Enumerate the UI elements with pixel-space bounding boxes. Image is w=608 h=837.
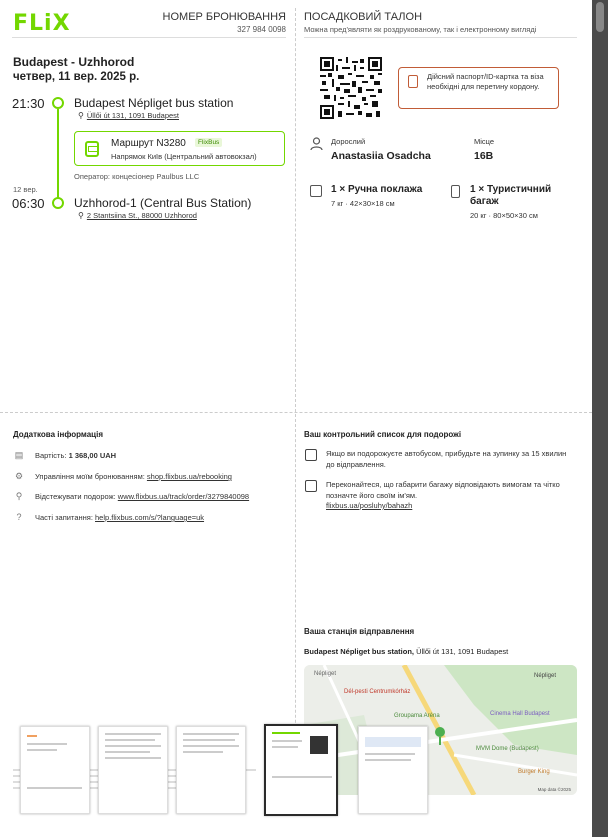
- boarding-pass-title: ПОСАДКОВИЙ ТАЛОН: [304, 11, 423, 23]
- manage-booking-row: ⚙ Управління моїм бронюванням: shop.flixbus.ua/rebooking: [14, 471, 232, 481]
- horizontal-divider: [0, 412, 592, 413]
- map-label: Népliget: [534, 673, 557, 679]
- flix-logo: FLiX: [13, 11, 71, 36]
- document-requirement-note: [398, 67, 559, 109]
- scrollbar[interactable]: [592, 0, 608, 837]
- location-pin-icon: ⚲: [78, 111, 84, 120]
- departure-station-title: Ваша станція відправлення: [304, 627, 415, 636]
- seat-label: Місце: [474, 137, 495, 146]
- departure-station-line: Budapest Népliget bus station, Üllői út 131, 1091 Budapest: [304, 647, 509, 656]
- arrival-address[interactable]: ⚲ 2 Stantsiina St., 88000 Uzhhorod: [78, 211, 197, 220]
- suitcase-icon: [451, 185, 460, 198]
- timeline-line: [57, 109, 59, 198]
- track-trip-row: ⚲ Відстежувати подорож: www.flixbus.ua/track/order/3279840098: [13, 491, 249, 502]
- settings-icon: ⚙: [14, 471, 24, 481]
- hand-luggage-icon: [310, 185, 322, 197]
- passenger-type: Дорослий: [331, 137, 366, 146]
- departure-time: 21:30: [12, 96, 45, 111]
- checklist-checkbox-2[interactable]: [305, 480, 317, 492]
- vertical-divider: [295, 8, 296, 808]
- faq-link[interactable]: help.flixbus.com/s/?language=uk: [95, 513, 205, 522]
- map-attribution: Map data ©2025: [537, 787, 571, 792]
- person-icon: [310, 137, 323, 151]
- additional-info-title: Додаткова інформація: [13, 430, 103, 439]
- map-label: Burger King: [518, 769, 550, 775]
- hand-luggage-title: 1 × Ручна поклажа: [331, 184, 423, 195]
- page-thumbnail-2[interactable]: [98, 726, 168, 814]
- route-title: Budapest - Uzhhorod: [13, 55, 135, 69]
- qr-code: [320, 57, 382, 119]
- departure-station: Budapest Népliget bus station: [74, 96, 234, 110]
- seat-number: 16B: [474, 150, 494, 162]
- header-rule-left: [12, 37, 286, 38]
- bus-icon: [85, 141, 99, 157]
- location-pin-icon: ⚲: [15, 491, 23, 501]
- map-canvas: [304, 665, 577, 795]
- flixbus-badge: FlixBus: [195, 138, 222, 147]
- track-trip-link[interactable]: www.flixbus.ua/track/order/3279840098: [117, 492, 250, 501]
- boarding-pass-subtitle: Можна пред'являти як роздрукованому, так і електронному вигляді: [304, 25, 537, 34]
- page-thumbnail-1[interactable]: [20, 726, 90, 814]
- departure-address[interactable]: ⚲ Üllői út 131, 1091 Budapest: [78, 111, 180, 120]
- scrollbar-thumb[interactable]: [596, 2, 604, 32]
- departure-dot: [52, 97, 64, 109]
- map-label: Groupama Aréna: [394, 713, 440, 719]
- checklist-checkbox-1[interactable]: [305, 449, 317, 461]
- hand-luggage-dims: 7 кг · 42×30×18 см: [331, 199, 395, 208]
- baggage-link[interactable]: flixbus.ua/posluhy/bahazh: [326, 501, 413, 510]
- route-name: Маршрут N3280: [111, 138, 186, 149]
- map-label: MVM Dome (Budapest): [476, 746, 539, 752]
- checklist-title: Ваш контрольний список для подорожі: [304, 430, 462, 439]
- document-note-text: Дійсний паспорт/ID-картка та віза необхідні для перетину кордону.: [427, 72, 544, 91]
- checked-bag-title: 1 × Туристичний багаж: [470, 184, 552, 207]
- route-direction: Напрямок Київ (Центральний автовокзал): [111, 152, 257, 161]
- checklist-item-1: Якщо ви подорожуєте автобусом, прибудьте на зупинку за 15 хвилин до відправлення.: [326, 449, 567, 469]
- station-map[interactable]: [304, 665, 577, 795]
- receipt-icon: ▤: [14, 450, 24, 460]
- location-pin-icon: ⚲: [78, 211, 84, 220]
- operator: Оператор: концесіонер Paulbus LLC: [74, 172, 200, 181]
- arrival-dot: [52, 197, 64, 209]
- map-label: Cinema Hall Budapest: [490, 711, 550, 717]
- price-row: ▤ Вартість: 1 368,00 UAH: [14, 450, 117, 460]
- page-thumbnail-3[interactable]: [176, 726, 246, 814]
- booking-number: 327 984 0098: [237, 25, 286, 34]
- manage-booking-link[interactable]: shop.flixbus.ua/rebooking: [146, 472, 232, 481]
- help-icon: ?: [16, 512, 22, 522]
- checked-bag-dims: 20 кг · 80×50×30 см: [470, 211, 538, 220]
- arrival-date: 12 вер.: [13, 185, 38, 194]
- page-thumbnail-4[interactable]: [264, 724, 338, 816]
- passenger-name: Anastasiia Osadcha: [331, 150, 431, 162]
- header-rule-right: [304, 37, 577, 38]
- map-label: Népliget: [314, 671, 337, 677]
- arrival-time: 06:30: [12, 196, 45, 211]
- faq-row: ? Часті запитання: help.flixbus.com/s/?language=uk: [13, 512, 204, 522]
- booking-number-label: НОМЕР БРОНЮВАННЯ: [162, 11, 286, 23]
- passport-icon: [408, 75, 418, 88]
- route-info-box: [74, 131, 285, 166]
- page-thumbnail-5[interactable]: [358, 726, 428, 814]
- route-date: четвер, 11 вер. 2025 р.: [13, 71, 140, 83]
- checklist-item-2: Переконайтеся, що габарити багажу відповідають вимогам та чітко позначте його своїм ім'ям. flixbus.ua/posluhy/bahazh: [326, 480, 560, 510]
- map-label: Dél-pesti Centrumkórház: [344, 689, 411, 695]
- arrival-station: Uzhhorod-1 (Central Bus Station): [74, 196, 252, 210]
